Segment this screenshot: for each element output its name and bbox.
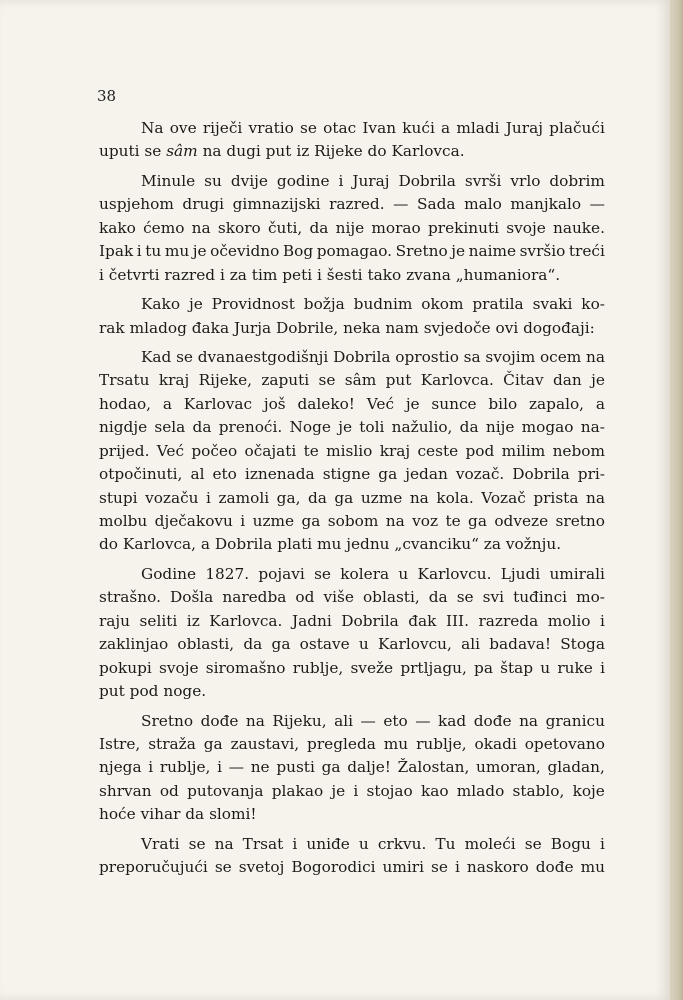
text-line: kako ćemo na skoro čuti, da nije morao prekinuti svoje nauke. <box>99 218 605 237</box>
text-line: Kako je Providnost božja budnim okom pratila svaki ko- <box>141 295 605 314</box>
text-line: otpočinuti, al eto iznenada stigne ga jedan vozač. Dobrila pri- <box>99 465 605 484</box>
text-line: Minule su dvije godine i Juraj Dobrila svrši vrlo dobrim <box>141 171 605 190</box>
text-line: Kad se dvanaestgodišnji Dobrila oprostio sa svojim ocem na <box>141 347 605 366</box>
text-line: Godine 1827. pojavi se kolera u Karlovcu. Ljudi umirali <box>141 564 605 583</box>
text-line: uputi se sâm na dugi put iz Rijeke do Karlovca. <box>99 142 465 161</box>
text-line: Vrati se na Trsat i uniđe u crkvu. Tu moleći se Bogu i <box>141 834 605 853</box>
text-line: Sretno dođe na Rijeku, ali — eto — kad dođe na granicu <box>141 711 605 730</box>
text-line: raju seliti iz Karlovca. Jadni Dobrila đak III. razreda molio i <box>99 611 605 630</box>
text-line: hoće vihar da slomi! <box>99 805 257 824</box>
text-line: Na ove riječi vratio se otac Ivan kući a mladi Juraj plačući <box>141 119 605 137</box>
text-line: Istre, straža ga zaustavi, pregleda mu rublje, okadi opetovano <box>99 734 605 753</box>
text-line: Ipak i tu mu je očevidno Bog pomagao. Sretno je naime svršio treći <box>99 242 605 261</box>
text-line: shrvan od putovanja plakao je i stojao kao mlado stablo, koje <box>99 781 605 800</box>
text-line: pokupi svoje siromašno rublje, sveže prtljagu, pa štap u ruke i <box>99 658 605 677</box>
text-line: hodao, a Karlovac još daleko! Već je sunce bilo zapalo, a <box>99 394 605 413</box>
page-edge <box>670 0 683 1000</box>
text-line: uspjehom drugi gimnazijski razred. — Sada malo manjkalo — <box>99 195 605 214</box>
text-line: put pod noge. <box>99 682 207 701</box>
text-line: stupi vozaču i zamoli ga, da ga uzme na kola. Vozač prista na <box>99 488 605 507</box>
text-line: rak mladog đaka Jurja Dobrile, neka nam svjedoče ovi dogođaji: <box>99 318 595 337</box>
body-text <box>99 117 605 880</box>
page-number: 38 <box>97 87 117 105</box>
text-line: strašno. Došla naredba od više oblasti, da se svi tuđinci mo- <box>99 588 605 607</box>
text-line: molbu dječakovu i uzme ga sobom na voz te ga odveze sretno <box>99 512 605 530</box>
text-line: preporučujući se svetoj Bogorodici umiri se i naskoro dođe mu <box>99 858 605 877</box>
text-line: prijed. Već počeo očajati te mislio kraj ceste pod milim nebom <box>99 441 605 460</box>
text-line: njega i rublje, i — ne pusti ga dalje! Žalostan, umoran, gladan, <box>99 758 605 777</box>
text-line: nigdje sela da prenoći. Noge je toli nažulio, da nije mogao na- <box>99 418 605 437</box>
text-line: Trsatu kraj Rijeke, zaputi se sâm put Karlovca. Čitav dan je <box>99 371 605 390</box>
text-line: zaklinjao oblasti, da ga ostave u Karlovcu, ali badava! Stoga <box>99 635 605 654</box>
text-line: do Karlovca, a Dobrila plati mu jednu „cvanciku“ za vožnju. <box>99 535 562 554</box>
text-line: i četvrti razred i za tim peti i šesti tako zvana „humaniora“. <box>99 265 561 284</box>
